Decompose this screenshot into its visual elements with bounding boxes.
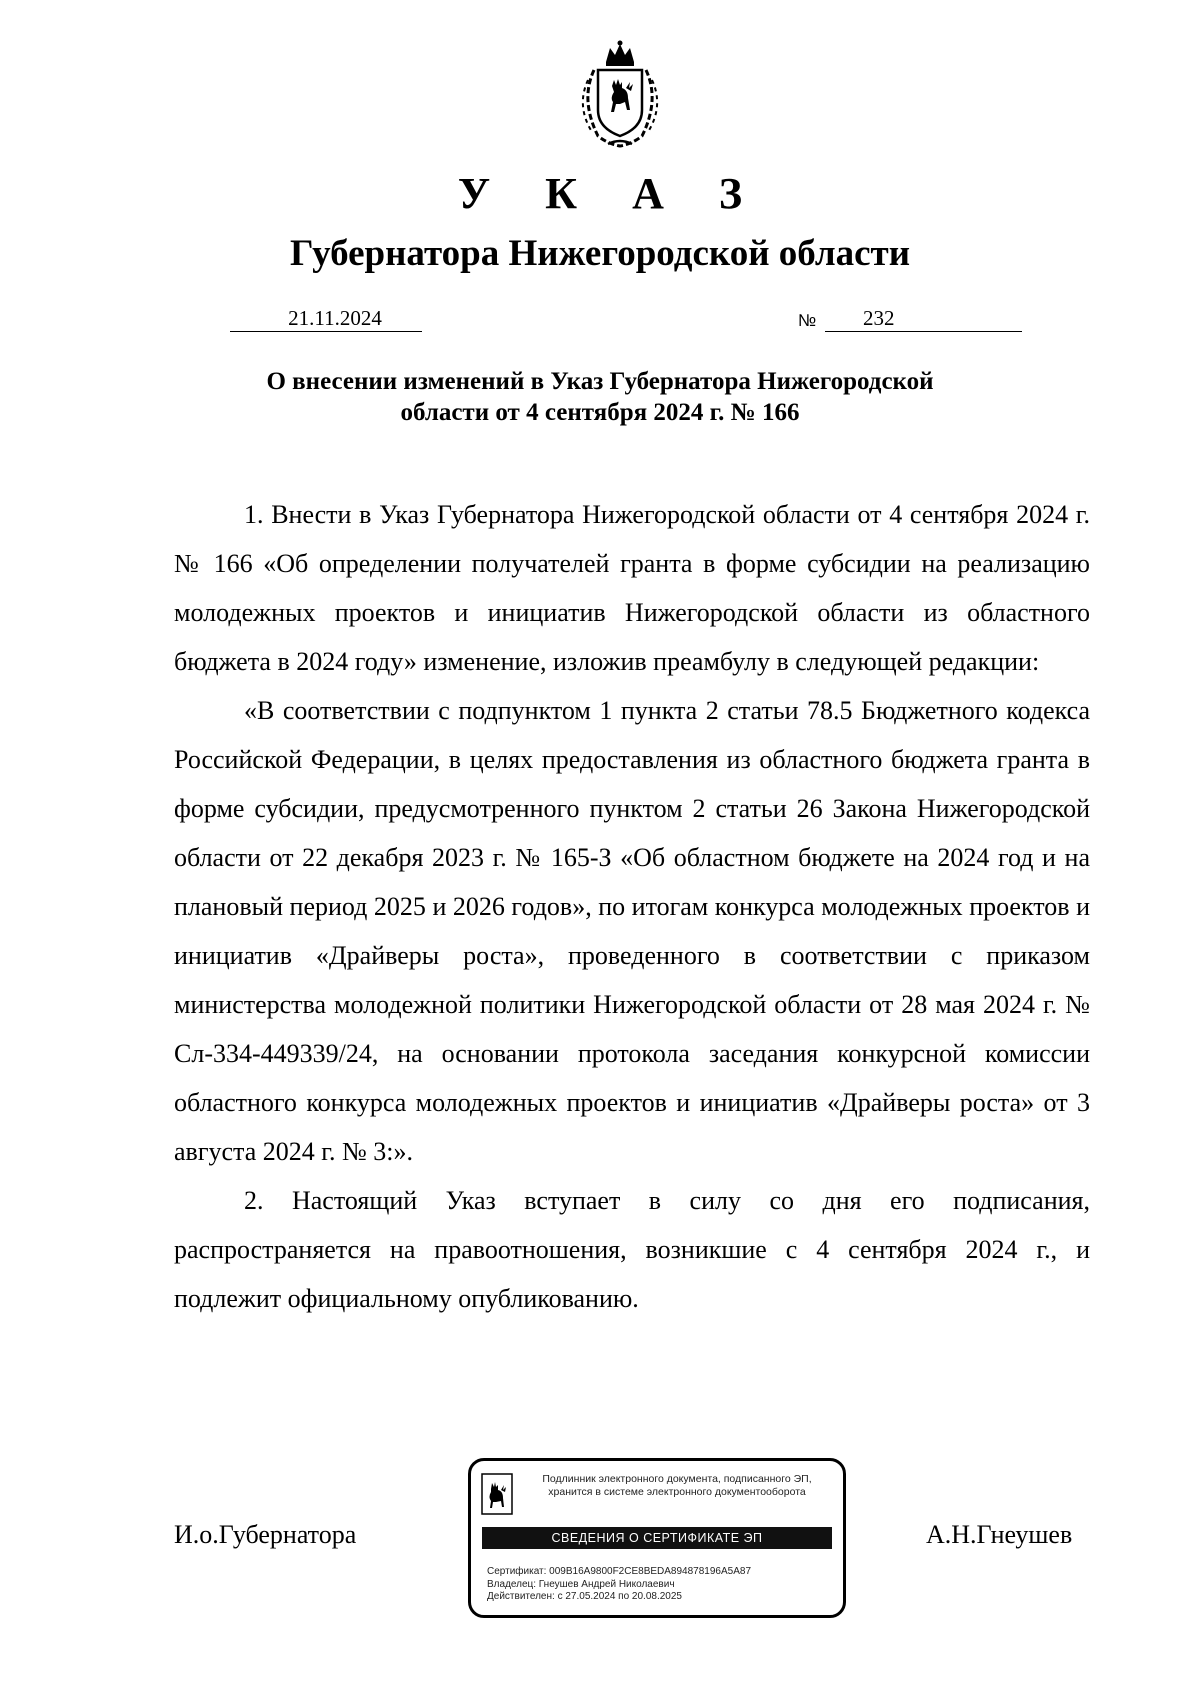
- stamp-certificate-id: Сертификат: 009B16A9800F2CE8BEDA894878196A5A87: [487, 1566, 752, 1577]
- number-sign: №: [798, 311, 817, 330]
- stamp-details: [487, 1566, 837, 1604]
- stamp-validity: Действителен: с 27.05.2024 по 20.08.2025: [487, 1591, 682, 1602]
- coat-of-arms-icon: [568, 40, 672, 150]
- document-subject-line-1: О внесении изменений в Указ Губернатора Нижегородской: [266, 368, 934, 395]
- document-type-title: У К А З: [457, 169, 765, 218]
- stamp-header-line-2: хранится в системе электронного документооборота: [548, 1486, 806, 1498]
- stamp-certificate-heading: СВЕДЕНИЯ О СЕРТИФИКАТЕ ЭП: [482, 1527, 832, 1549]
- signatory-name: А.Н.Гнеушев: [926, 1520, 1073, 1549]
- stamp-owner: Владелец: Гнеушев Андрей Николаевич: [487, 1578, 675, 1590]
- paragraph-preamble: «В соответствии с подпунктом 1 пункта 2 статьи 78.5 Бюджетного кодекса Российской Федерации, в целях предоставления из областного бюджета гранта в форме субсидии, предусмотренного пунктом 2 статьи 26 Закона Нижегородской области от 22 декабря 2023 г. № 165-З «Об областном бюджете на 2024 год и на плановый период 2025 и 2026 годов», по итогам конкурса молодежных проектов и инициатив «Драйверы роста», проведенного в соответствии с приказом министерства молодежной политики Нижегородской области от 28 мая 2024 г. № Сл-334-449339/24, на основании протокола заседания конкурсной комиссии областного конкурса молодежных проектов и инициатив «Драйверы роста» от 3 августа 2024 г. № 3:».: [174, 696, 1090, 1166]
- issuer-title: Губернатора Нижегородской области: [289, 233, 911, 274]
- document-number: 232: [825, 305, 1022, 332]
- document-subject-line-2: области от 4 сентября 2024 г. № 166: [400, 399, 800, 426]
- emblem-icon: [481, 1473, 513, 1519]
- document-subject: [0, 366, 1200, 428]
- paragraph-1: 1. Внести в Указ Губернатора Нижегородской области от 4 сентября 2024 г. № 166 «Об определении получателей гранта в форме субсидии на реализацию молодежных проектов и инициатив Нижегородской области из областного бюджета в 2024 году» изменение, изложив преамбулу в следующей редакции:: [174, 500, 1090, 676]
- stamp-header: [517, 1473, 837, 1499]
- electronic-signature-stamp: [468, 1458, 846, 1618]
- signatory-position: И.о.Губернатора: [174, 1520, 357, 1549]
- document-body: [174, 490, 1090, 1323]
- stamp-header-line-1: Подлинник электронного документа, подписанного ЭП,: [542, 1473, 812, 1485]
- paragraph-2: 2. Настоящий Указ вступает в силу со дня его подписания, распространяется на правоотношения, возникшие с 4 сентября 2024 г., и подлежит официальному опубликованию.: [174, 1186, 1090, 1313]
- document-date: 21.11.2024: [230, 305, 422, 332]
